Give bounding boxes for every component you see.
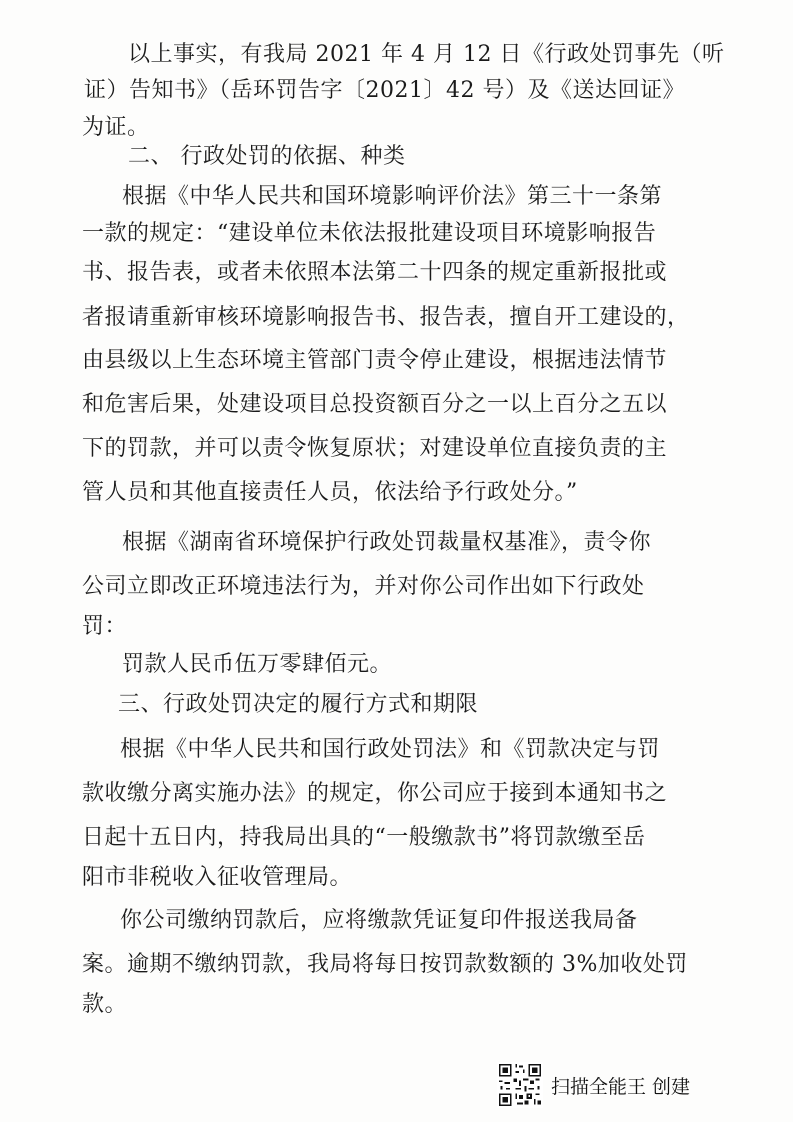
text-line: 公司立即改正环境违法行为，并对你公司作出如下行政处 — [82, 574, 645, 599]
text-line: 款。 — [82, 992, 128, 1017]
text-line: 一款的规定：“建设单位未依法报批建设项目环境影响报告 — [82, 221, 657, 246]
text-line: 根据《中华人民共和国环境影响评价法》第三十一条第 — [122, 184, 663, 209]
section-heading: 三、行政处罚决定的履行方式和期限 — [118, 692, 479, 717]
text-line: 你公司缴纳罚款后，应将缴款凭证复印件报送我局备 — [120, 908, 638, 933]
text-line: 根据《湖南省环境保护行政处罚裁量权基准》，责令你 — [122, 530, 652, 555]
text-line: 以上事实，有我局 2021 年 4 月 12 日《行政处罚事先（听 — [128, 42, 725, 67]
text-line: 案。逾期不缴纳罚款，我局将每日按罚款数额的 3%加收处罚 — [82, 952, 688, 977]
text-line: 日起十五日内，持我局出具的“一般缴款书”将罚款缴至岳 — [82, 825, 646, 850]
text-line: 由县级以上生态环境主管部门责令停止建设，根据违法情节 — [82, 348, 668, 373]
text-line: 阳市非税收入征收管理局。 — [82, 865, 353, 890]
penalty-amount: 罚款人民币伍万零肆佰元。 — [122, 652, 393, 677]
qr-code-icon — [497, 1062, 543, 1108]
text-line: 书、报告表，或者未依照本法第二十四条的规定重新报批或 — [82, 260, 668, 285]
text-line: 为证。 — [82, 115, 150, 140]
text-line: 根据《中华人民共和国行政处罚法》和《罚款决定与罚 — [120, 737, 661, 762]
text-line: 下的罚款，并可以责令恢复原状；对建设单位直接负责的主 — [82, 436, 668, 461]
scanner-brand-label: 扫描全能王 创建 — [551, 1075, 691, 1098]
scanner-watermark — [497, 1062, 690, 1108]
text-line: 和危害后果，处建设项目总投资额百分之一以上百分之五以 — [82, 392, 668, 417]
text-line: 者报请重新审核环境影响报告书、报告表，擅自开工建设的， — [82, 305, 690, 330]
text-line: 管人员和其他直接责任人员，依法给予行政处分。” — [82, 480, 578, 505]
text-line: 证）告知书》（岳环罚告字〔2021〕42 号）及《送达回证》 — [84, 78, 685, 103]
section-heading: 二、 行政处罚的依据、种类 — [128, 144, 406, 169]
text-line: 款收缴分离实施办法》的规定，你公司应于接到本通知书之 — [82, 781, 668, 806]
text-line: 罚： — [82, 614, 128, 639]
